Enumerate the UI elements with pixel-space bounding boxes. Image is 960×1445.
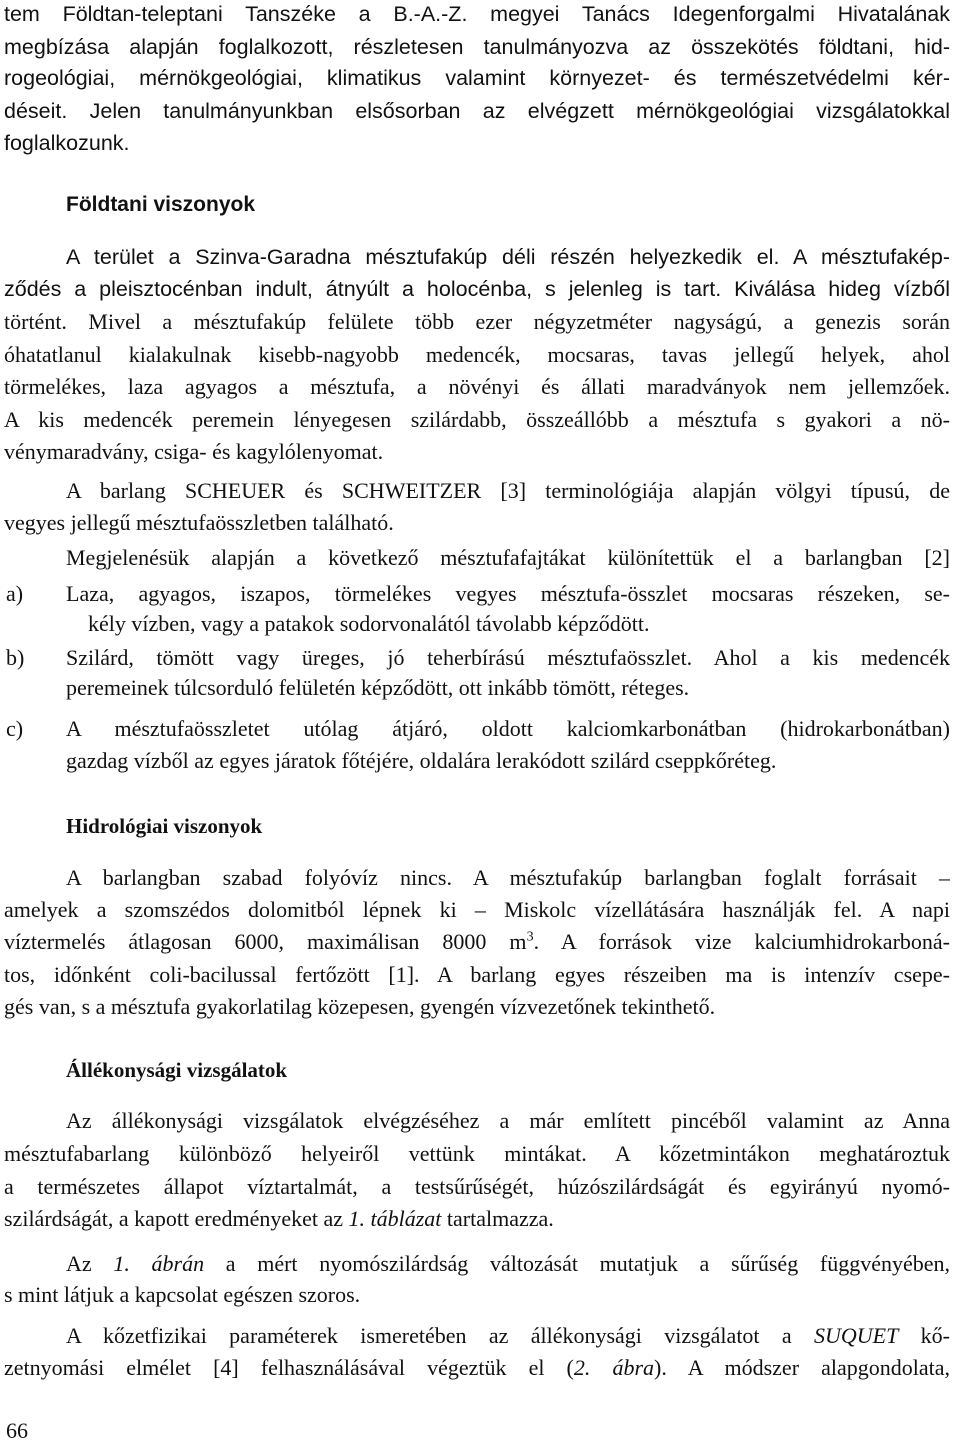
paragraph-text: kő- (898, 1323, 950, 1348)
intro-line: tem Földtan-teleptani Tanszéke a B.-A.-Z. megyei Tanács Idegenforgalmi Hivatalának (4, 2, 950, 26)
list-item-label: c) (6, 716, 24, 741)
list-item-line: gazdag vízből az egyes járatok főtéjére, oldalára lerakódott szilárd cseppkőréteg. (66, 748, 777, 773)
paragraph-line: amelyek a szomszédos dolomitból lépnek ki – Miskolc vízellátására használják fel. A napi (4, 897, 950, 922)
paragraph-line: vénymaradvány, csiga- és kagylólenyomat. (4, 439, 384, 464)
paragraph-line: vegyes jellegű mésztufaösszletben található. (4, 510, 394, 535)
paragraph-line (66, 1322, 950, 1350)
paragraph-line (4, 1354, 950, 1382)
paragraph-line: történt. Mivel a mésztufakúp felülete több ezer négyzetméter nagyságú, a genezis során (4, 309, 950, 334)
paragraph-line: gés van, s a mésztufa gyakorlatilag közepesen, gyengén vízvezetőnek tekinthető. (4, 994, 716, 1019)
paragraph-line: ződés a pleisztocénban indult, átnyúlt a holocénba, s jelenleg is tart. Kiválása hideg vízből (4, 277, 950, 301)
paragraph-line: A barlang SCHEUER és SCHWEITZER [3] terminológiája alapján völgyi típusú, de (66, 478, 950, 503)
paragraph-line: törmelékes, laza agyagos a mésztufa, a növényi és állati maradványok nem jellemzőek. (4, 374, 950, 399)
section-heading-hidrologiai: Hidrológiai viszonyok (66, 814, 263, 838)
paragraph-text: zetnyomási elmélet [4] felhasználásával végeztük el ( (4, 1355, 574, 1380)
table-reference: 1. táblázat (348, 1206, 442, 1231)
paragraph-text: A kőzetfizikai paraméterek ismeretében az állékonysági vizsgálatot a (66, 1323, 814, 1348)
list-item-line: A mésztufaösszletet utólag átjáró, oldott kalciomkarbonátban (hidrokarbonátban) (66, 716, 950, 741)
paragraph-text: . A források vize kalciumhidrokarboná- (533, 929, 950, 954)
paragraph-line: A barlangban szabad folyóvíz nincs. A mésztufakúp barlangban foglalt forrásait – (66, 865, 950, 890)
paragraph-line: s mint látjuk a kapcsolat egészen szoros. (4, 1282, 361, 1307)
paragraph-text: ). A módszer alapgondolata, (654, 1355, 950, 1380)
paragraph-text: Az (66, 1251, 114, 1276)
paragraph-line: tos, időnként coli-bacilussal fertőzött [1]. A barlang egyes részeiben ma is intenzív csepe- (4, 962, 950, 987)
figure-reference: 1. ábrán (113, 1251, 205, 1276)
paragraph-text: víztermelés átlagosan 6000, maximálisan 8000 m (4, 929, 527, 954)
section-heading-allekonysagi: Állékonysági vizsgálatok (66, 1058, 288, 1082)
paragraph-line: mésztufabarlang különböző helyeiről vettünk mintákat. A kőzetmintákon meghatároztuk (4, 1141, 950, 1166)
paragraph-line: Az állékonysági vizsgálatok elvégzéséhez a már említett pincéből valamint az Anna (66, 1108, 950, 1133)
intro-line: déseit. Jelen tanulmányunkban elsősorban az elvégzett mérnökgeológiai vizsgálatokkal (4, 99, 950, 123)
intro-line: rogeológiai, mérnökgeológiai, klimatikus valamint környezet- és természetvédelmi kér- (4, 66, 950, 90)
paragraph-text: a mért nyomószilárdság változását mutatjuk a sűrűség függvényében, (204, 1251, 950, 1276)
list-item-line: peremeinek túlcsorduló felületén képződött, ott inkább tömött, réteges. (66, 675, 690, 700)
section-heading-foldtani: Földtani viszonyok (66, 193, 256, 216)
superscript: 3 (526, 929, 534, 945)
intro-line: foglalkozunk. (4, 131, 130, 155)
paragraph-line (66, 1250, 950, 1278)
paragraph-line (4, 1205, 950, 1233)
list-item-line: Szilárd, tömött vagy üreges, jó teherbírású mésztufaösszlet. Ahol a kis medencék (66, 645, 950, 670)
list-item-line: kély vízben, vagy a patakok sodorvonalától távolabb képződött. (88, 611, 650, 636)
paragraph-line (4, 928, 950, 956)
paragraph-line: a természetes állapot víztartalmát, a testsűrűségét, húzószilárdságát és egyirányú nyomó- (4, 1174, 950, 1199)
paragraph-line: Megjelenésük alapján a következő mésztufafajtákat különítettük el a barlangban [2] (66, 545, 950, 570)
paragraph-line: A kis medencék peremein lényegesen szilárdabb, összeállóbb a mésztufa s gyakori a nö- (4, 407, 950, 432)
list-item-label: a) (6, 581, 24, 606)
author-reference: SUQUET (813, 1323, 899, 1348)
page-number: 66 (6, 1418, 28, 1443)
paragraph-line: óhatatlanul kialakulnak kisebb-nagyobb medencék, mocsaras, tavas jellegű helyek, ahol (4, 342, 950, 367)
list-item-line: Laza, agyagos, iszapos, törmelékes vegyes mésztufa-összlet mocsaras részeken, se- (66, 581, 950, 606)
paragraph-text: tartalmazza. (441, 1206, 554, 1231)
intro-line: megbízása alapján foglalkozott, részletesen tanulmányozva az összekötés földtani, hid- (4, 35, 950, 59)
figure-reference: 2. ábra (573, 1355, 655, 1380)
paragraph-text: szilárdságát, a kapott eredményeket az (4, 1206, 349, 1231)
paragraph-line: A terület a Szinva-Garadna mésztufakúp déli részén helyezkedik el. A mésztufakép- (66, 245, 950, 269)
list-item-label: b) (6, 645, 25, 670)
